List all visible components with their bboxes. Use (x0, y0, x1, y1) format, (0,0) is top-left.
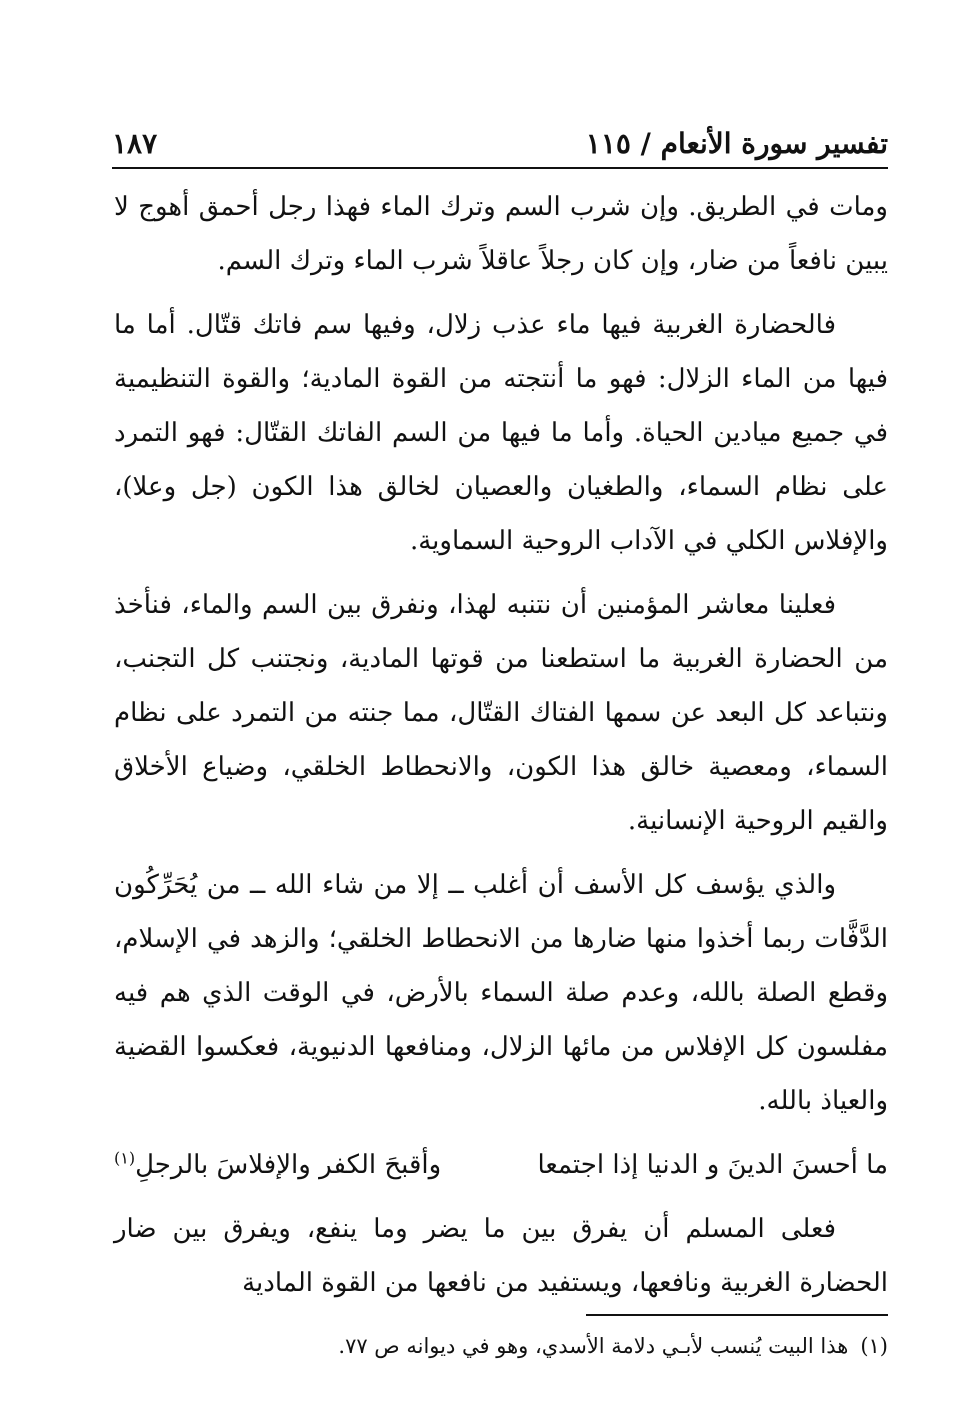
paragraph-4: والذي يؤسف كل الأسف أن أغلب ــ إلا من شاء الله ــ من يُحَرِّكُون الدَّفَّات ربما أخذوا منها ضارها من الانحطاط الخلقي؛ والزهد في الإسلام، وقطع الصلة بالله، وعدم صلة السماء بالأرض، في الوقت الذي هم فيه مفلسون كل الإفلاس من مائها الزلال، ومنافعها الدنيوية، فعكسوا القضية والعياذ بالله. (114, 870, 888, 1116)
verse-first-hemistich: ما أحسنَ الدينَ و الدنيا إذا اجتمعا (537, 1150, 888, 1180)
footnote-reference: (١) (114, 1148, 136, 1168)
paragraph-3: فعلينا معاشر المؤمنين أن نتنبه لهذا، ونفرق بين السم والماء، فنأخذ من الحضارة الغربية ما استطعنا من قوتها المادية، ونجتنب كل التجنب، ونتباعد كل البعد عن سمها الفتاك القتّال، مما جنته من التمرد على نظام السماء، ومعصية خالق هذا الكون، والانحطاط الخلقي، وضياع الأخلاق والقيم الروحية الإنسانية. (114, 590, 888, 836)
page-header (112, 116, 888, 160)
paragraph-2: فالحضارة الغربية فيها ماء عذب زلال، وفيها سم فاتك قتّال. أما ما فيها من الماء الزلال: فهو ما أنتجته من القوة المادية؛ والقوة التنظيمية في جميع ميادين الحياة. وأما ما فيها من السم الفاتك القتّال: فهو التمرد على نظام السماء، والطغيان والعصيان لخالق هذا الكون (جل وعلا)، والإفلاس الكلي في الآداب الروحية السماوية. (114, 310, 888, 556)
footnote-text: هذا البيت يُنسب لأبـي دلامة الأسدي، وهو في ديوانه ص ٧٧. (338, 1334, 849, 1358)
header-rule (112, 167, 888, 169)
paragraph-1: ومات في الطريق. وإن شرب السم وترك الماء فهذا رجل أحمق أهوج لا يبين نافعاً من ضار، وإن كان رجلاً عاقلاً شرب الماء وترك السم. (114, 192, 888, 276)
footnote-marker: (١) (860, 1334, 888, 1358)
page-number: ١٨٧ (112, 127, 158, 160)
running-title: تفسير سورة الأنعام / ١١٥ (585, 127, 888, 160)
page-body (114, 180, 888, 1320)
verse-second-hemistich: وأقبحَ الكفر والإفلاسَ بالرجلِ$^{(١)}$ (114, 1148, 442, 1180)
closing-paragraph: فعلى المسلم أن يفرق بين ما يضر وما ينفع، ويفرق بين ضار الحضارة الغربية ونافعها، ويستفيد من نافعها من القوة المادية (114, 1214, 888, 1298)
footnote (114, 1326, 888, 1366)
poetry-verse (114, 1138, 888, 1192)
footnote-separator (586, 1314, 888, 1316)
